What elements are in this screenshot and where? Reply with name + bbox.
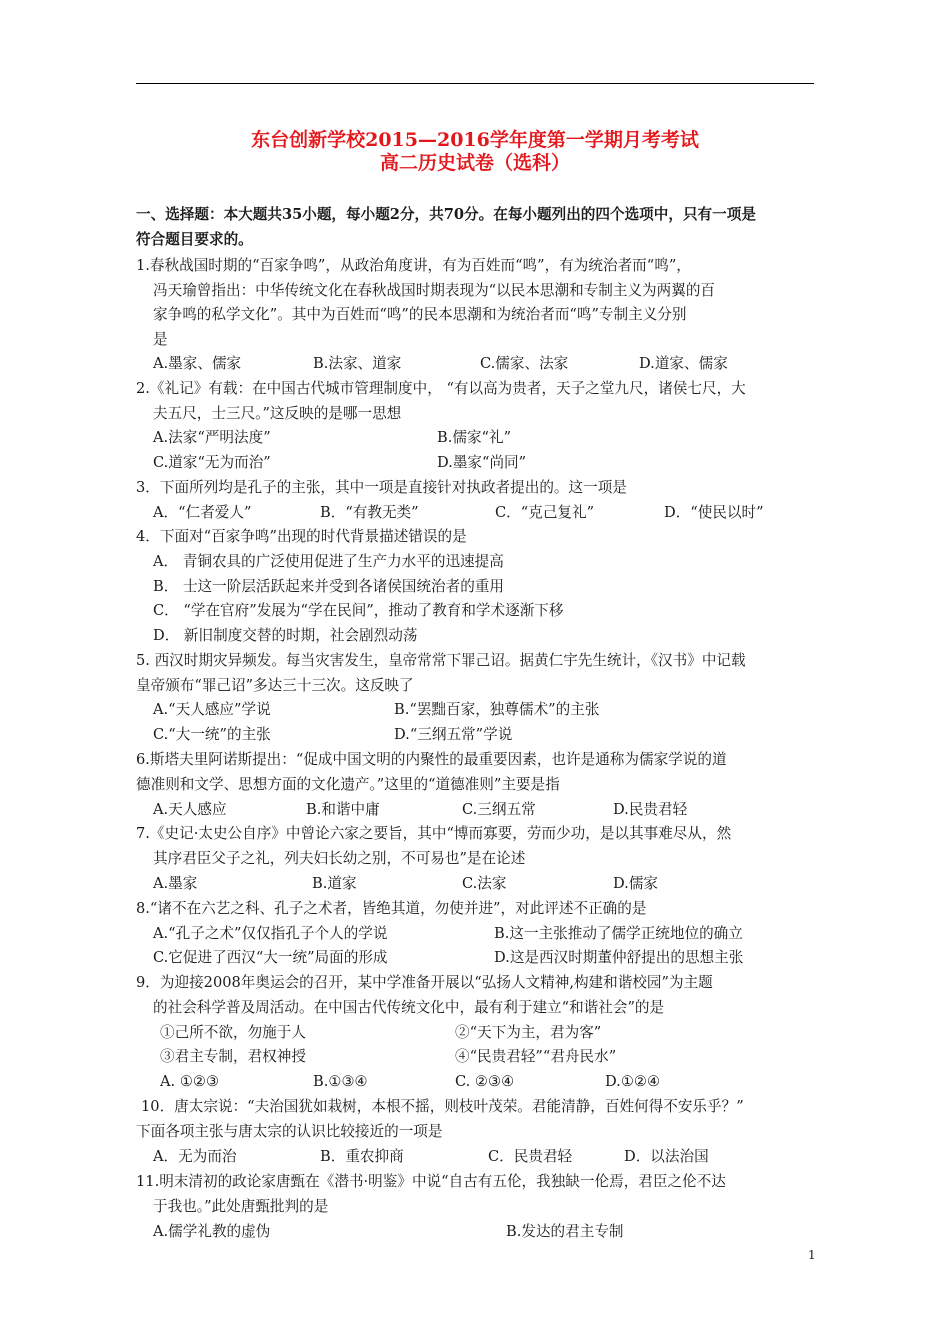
option-b: B.①③④: [313, 1073, 368, 1090]
statement-item: ④“民贵君轻”“君舟民水”: [455, 1048, 617, 1065]
question-stem: 4．下面对“百家争鸣”出现的时代背景描述错误的是: [136, 528, 467, 545]
option-d: D.墨家“尚同”: [437, 454, 527, 471]
header-rule: [136, 83, 814, 84]
option-c: C.三纲五常: [462, 801, 536, 818]
option-a: A.法家“严明法度”: [153, 429, 271, 446]
statement-item: ②“天下为主，君为客”: [455, 1024, 602, 1041]
option-a: A.墨家: [153, 875, 198, 892]
option-b: B.发达的君主专制: [506, 1223, 624, 1240]
option-d: D.民贵君轻: [613, 801, 688, 818]
question-stem: 下面各项主张与唐太宗的认识比较接近的一项是: [136, 1123, 443, 1140]
statement-item: ③君主专制，君权神授: [160, 1048, 306, 1065]
option-a: A．无为而治: [153, 1148, 237, 1165]
exam-title: 东台创新学校2015—2016学年度第一学期月考考试: [251, 129, 699, 151]
option-d: D.道家、儒家: [639, 355, 728, 372]
option-c: C.法家: [462, 875, 507, 892]
option-b: B.儒家“礼”: [437, 429, 512, 446]
question-stem: 其序君臣父子之礼，列夫妇长幼之别，不可易也”是在论述: [153, 850, 526, 867]
option-b: B.这一主张推动了儒学正统地位的确立: [494, 925, 743, 942]
question-stem: 11.明末清初的政论家唐甄在《潜书·明鉴》中说“自古有五伦，我独缺一伦焉，君臣之伦不达: [136, 1173, 726, 1190]
option-a: A.“天人感应”学说: [153, 701, 271, 718]
option-b: B．重农抑商: [320, 1148, 404, 1165]
question-stem: 6.斯塔夫里阿诺斯提出：“促成中国文明的内聚性的最重要因素，也许是通称为儒家学说的道: [136, 751, 727, 768]
page-number: 1: [808, 1248, 816, 1262]
option-b: B.“罢黜百家，独尊儒术”的主张: [394, 701, 600, 718]
option-d: D． 新旧制度交替的时期，社会剧烈动荡: [153, 627, 418, 644]
option-a: A.天人感应: [153, 801, 227, 818]
option-a: A. ①②③: [160, 1073, 220, 1090]
option-c: C． “学在官府”发展为“学在民间”，推动了教育和学术逐渐下移: [153, 602, 564, 619]
question-stem: 德准则和文学、思想方面的文化遗产。”这里的“道德准则”主要是指: [136, 776, 560, 793]
option-b: B.道家: [312, 875, 357, 892]
question-stem: 2.《礼记》有载：在中国古代城市管理制度中， “有以高为贵者，天子之堂九尺，诸侯七尺，大: [136, 380, 746, 397]
question-stem: 家争鸣的私学文化”。其中为百姓而“鸣”的民本思潮和为统治者而“鸣”专制主义分别: [153, 306, 687, 323]
option-d: D.①②④: [605, 1073, 661, 1090]
option-a: A.墨家、儒家: [153, 355, 242, 372]
option-a: A．“仁者爱人”: [153, 504, 252, 521]
statement-item: ①己所不欲，勿施于人: [160, 1024, 306, 1041]
option-d: D.这是西汉时期董仲舒提出的思想主张: [494, 949, 744, 966]
question-stem: 于我也。”此处唐甄批判的是: [153, 1198, 329, 1215]
question-stem: 10．唐太宗说：“夫治国犹如栽树，本根不摇，则枝叶茂荣。君能清静，百姓何得不安乐乎？”: [141, 1098, 744, 1115]
option-c: C．民贵君轻: [488, 1148, 573, 1165]
option-c: C.儒家、法家: [480, 355, 569, 372]
question-stem: 7.《史记·太史公自序》中曾论六家之要旨，其中“博而寡要，劳而少功，是以其事难尽从，然: [136, 825, 732, 842]
question-stem: 夫五尺，士三尺。”这反映的是哪一思想: [153, 405, 402, 422]
option-d: D.“三纲五常”学说: [394, 726, 513, 743]
option-a: A.儒学礼教的虚伪: [153, 1223, 271, 1240]
exam-subtitle: 高二历史试卷（选科）: [379, 152, 570, 174]
question-stem: 皇帝颁布“罪己诏”多达三十三次。这反映了: [136, 677, 414, 694]
option-c: C.“大一统”的主张: [153, 726, 271, 743]
question-stem: 1.春秋战国时期的“百家争鸣”，从政治角度讲，有为百姓而“鸣”，有为统治者而“鸣”，: [136, 257, 691, 274]
question-stem: 5. 西汉时期灾异频发。每当灾害发生，皇帝常常下罪己诏。据黄仁宇先生统计，《汉书》中记载: [136, 652, 746, 669]
option-b: B． 士这一阶层活跃起来并受到各诸侯国统治者的重用: [153, 578, 505, 595]
question-stem: 是: [153, 331, 168, 348]
question-stem: 8.“诸不在六艺之科、孔子之术者，皆绝其道，勿使并进”，对此评述不正确的是: [136, 900, 647, 917]
section-instruction: 一、选择题：本大题共35小题，每小题2分，共70分。在每小题列出的四个选项中，只有一项是: [136, 206, 756, 223]
option-b: B.法家、道家: [313, 355, 402, 372]
option-d: D.儒家: [613, 875, 659, 892]
option-c: C.道家“无为而治”: [153, 454, 271, 471]
question-stem: 9．为迎接2008年奥运会的召开，某中学准备开展以“弘扬人文精神,构建和谐校园”为主题: [136, 974, 713, 991]
option-c: C.它促进了西汉“大一统”局面的形成: [153, 949, 388, 966]
option-a: A． 青铜农具的广泛使用促进了生产力水平的迅速提高: [153, 553, 504, 570]
option-a: A.“孔子之术”仅仅指孔子个人的学说: [153, 925, 388, 942]
option-d: D．“使民以时”: [664, 504, 764, 521]
option-c: C. ②③④: [455, 1073, 515, 1090]
option-b: B.和谐中庸: [306, 801, 380, 818]
question-stem: 3．下面所列均是孔子的主张，其中一项是直接针对执政者提出的。这一项是: [136, 479, 627, 496]
option-c: C．“克己复礼”: [495, 504, 595, 521]
question-stem: 冯天瑜曾指出：中华传统文化在春秋战国时期表现为“以民本思潮和专制主义为两翼的百: [153, 282, 716, 299]
option-d: D．以法治国: [624, 1148, 709, 1165]
option-b: B．“有教无类”: [320, 504, 419, 521]
section-instruction-cont: 符合题目要求的。: [136, 231, 253, 248]
question-stem: 的社会科学普及周活动。在中国古代传统文化中，最有利于建立“和谐社会”的是: [153, 999, 665, 1016]
